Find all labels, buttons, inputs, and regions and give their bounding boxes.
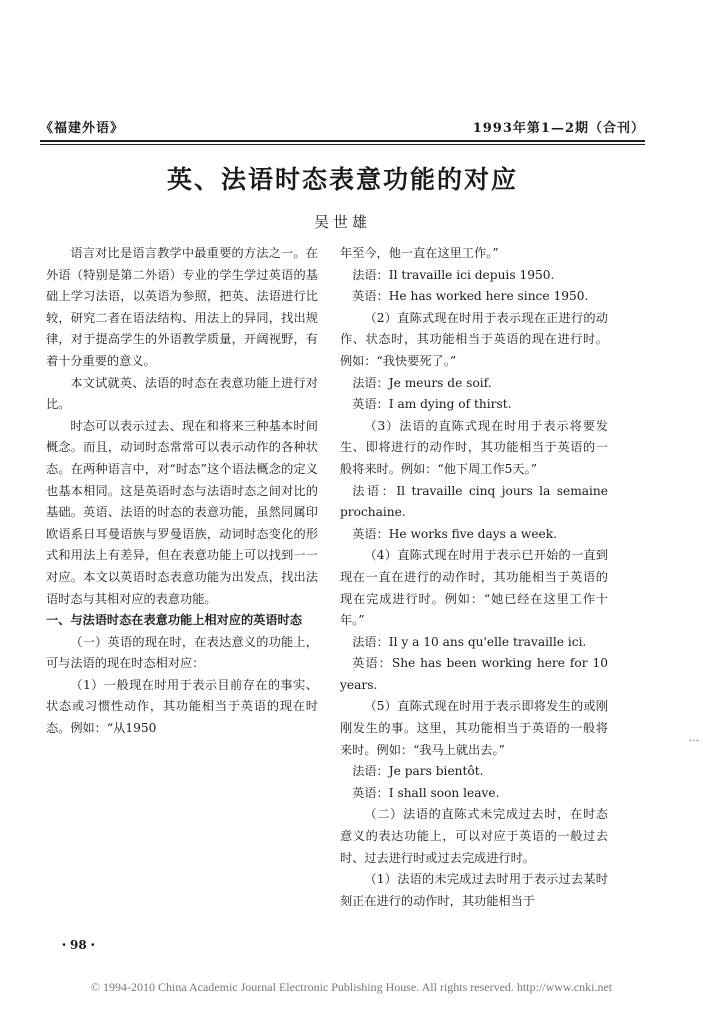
example-sentence: 英语：I am dying of thirst. xyxy=(352,397,512,412)
example-sentence: 英语：He works five days a week. xyxy=(352,526,558,541)
section-heading: 一、与法语时态在表意功能上相对应的英语时态 xyxy=(46,613,302,628)
page-number: ・98・ xyxy=(58,938,99,952)
example-sentence: 英语：I shall soon leave. xyxy=(352,785,500,800)
example-sentence: 英语：He has worked here since 1950. xyxy=(352,289,589,304)
paragraph: （5）直陈式现在时用于表示即将发生的或刚刚发生的事。这里，其功能相当于英语的一般将来时。例如：“我马上就出去。” xyxy=(340,699,608,757)
paragraph: 时态可以表示过去、现在和将来三种基本时间概念。而且，动词时态常常可以表示动作的各种状态。在两种语言中，对“时态”这个语法概念的定义也基本相同。这是英语时态与法语时态之间对比的基础。英语、法语的时态的表意功能，虽然同属印欧语系日耳曼语族与罗曼语族，动词时态变化的形式和用法上有差异，但在表意功能上可以找到一一对应。本文以英语时态表意功能为出发点，找出法语时态与其相对应的表意功能。 xyxy=(46,418,318,606)
paragraph: （2）直陈式现在时用于表示现在正进行的动作、状态时，其功能相当于英语的现在进行时。例如：“我快要死了。” xyxy=(340,310,608,368)
paragraph: （二）法语的直陈式未完成过去时，在时态意义的表达功能上，可以对应于英语的一般过去时、过去进行时或过去完成进行时。 xyxy=(340,807,608,865)
example-sentence: 法语：Je meurs de soif. xyxy=(352,375,492,390)
paragraph: （4）直陈式现在时用于表示已开始的一直到现在一直在进行的动作时，其功能相当于英语的现在完成进行时。例如：“她已经在这里工作十年。” xyxy=(340,548,608,628)
copyright-footer: © 1994-2010 China Academic Journal Electronic Publishing House. All rights reserved. http://www.cnki.net xyxy=(90,980,613,994)
example-sentence: 英语：She has been working here for 10 years. xyxy=(340,656,608,692)
example-sentence: 法语：Il travaille ici depuis 1950. xyxy=(352,267,555,282)
paragraph: （1）一般现在时用于表示目前存在的事实、状态或习惯性动作，其功能相当于英语的现在时态。例如：“从1950 xyxy=(46,677,318,736)
paragraph: 本文试就英、法语的时态在表意功能上进行对比。 xyxy=(46,375,318,412)
paragraph: 语言对比是语言教学中最重要的方法之一。在外语（特别是第二外语）专业的学生学过英语的基础上学习法语，以英语为参照，把英、法语进行比较，研究二者在语法结构、用法上的异同，找出规律，对于提高学生的外语教学质量，开阔视野，有着十分重要的意义。 xyxy=(46,246,318,368)
example-sentence: 法语：Je pars bientôt. xyxy=(352,764,484,779)
paragraph: （一）英语的现在时，在表达意义的功能上，可与法语的现在时态相对应： xyxy=(46,634,318,671)
article-title: 英、法语时态表意功能的对应 xyxy=(166,165,518,194)
paragraph: （3）法语的直陈式现在时用于表示将要发生、即将进行的动作时，其功能相当于英语的一般将来时。例如：“他下周工作5天。” xyxy=(340,418,608,476)
issue-info: 1993年第1—2期（合刊） xyxy=(472,121,645,136)
example-sentence: 法语：Il travaille cinq jours la semaine prochaine. xyxy=(340,483,608,520)
example-sentence: 法语：Il y a 10 ans qu'elle travaille ici. xyxy=(352,634,587,649)
article-author: 吴世雄 xyxy=(313,213,371,231)
journal-name: 《福建外语》 xyxy=(40,121,125,136)
header-rule xyxy=(40,140,645,142)
header-rule-thin xyxy=(40,144,645,145)
paragraph: 年至今，他一直在这里工作。” xyxy=(340,246,499,260)
left-column xyxy=(46,243,318,740)
margin-mark: … xyxy=(689,733,699,744)
paragraph: （1）法语的未完成过去时用于表示过去某时刻正在进行的动作时，其功能相当于 xyxy=(340,872,608,908)
right-column xyxy=(340,243,608,912)
